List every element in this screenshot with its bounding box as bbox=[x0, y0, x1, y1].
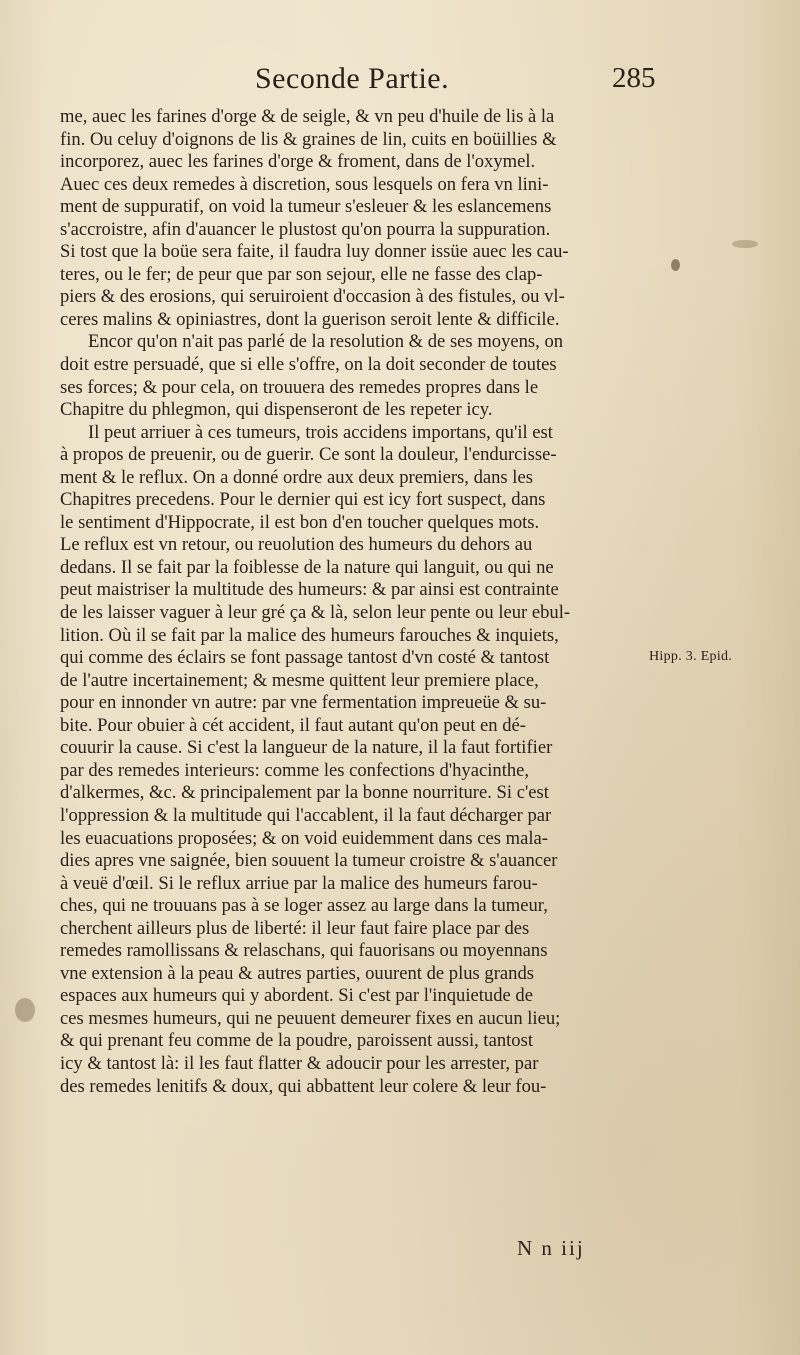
text-line: s'accroistre, afin d'auancer le plustost qu'on pourra la suppuration. bbox=[60, 218, 551, 240]
ink-blot bbox=[15, 998, 35, 1022]
text-line: qui comme des éclairs se font passage tantost d'vn costé & tantost bbox=[60, 647, 550, 669]
text-line: & qui prenant feu comme de la poudre, paroissent aussi, tantost bbox=[60, 1030, 533, 1052]
text-line: remedes ramollissans & relaschans, qui fauorisans ou moyennans bbox=[60, 940, 548, 962]
text-line: vne extension à la peau & autres parties, ouurent de plus grands bbox=[60, 962, 534, 984]
text-line: bite. Pour obuier à cét accident, il faut autant qu'on peut en dé- bbox=[60, 714, 526, 736]
text-line: me, auec les farines d'orge & de seigle, & vn peu d'huile de lis à la bbox=[60, 106, 555, 127]
text-line: ceres malins & opiniastres, dont la guerison seroit lente & difficile. bbox=[60, 308, 560, 330]
text-line: de les laisser vaguer à leur gré ça & là, selon leur pente ou leur ebul- bbox=[60, 602, 571, 624]
text-line: incorporez, auec les farines d'orge & froment, dans de l'oxymel. bbox=[60, 151, 536, 173]
text-line: dedans. Il se fait par la foiblesse de la nature qui languit, ou qui ne bbox=[60, 556, 554, 578]
text-line: doit estre persuadé, que si elle s'offre, on la doit seconder de toutes bbox=[60, 354, 557, 376]
text-line: Il peut arriuer à ces tumeurs, trois accidens importans, qu'il est bbox=[88, 421, 553, 443]
text-line: les euacuations proposées; & on void euidemment dans ces mala- bbox=[60, 827, 548, 849]
text-line: Si tost que la boüe sera faite, il faudra luy donner issüe auec les cau- bbox=[60, 241, 569, 263]
text-line: ses forces; & pour cela, on trouuera des remedes propres dans le bbox=[60, 376, 539, 398]
page-number: 285 bbox=[612, 62, 656, 94]
text-line: Le reflux est vn retour, ou reuolution des humeurs du dehors au bbox=[60, 534, 533, 556]
text-line: ches, qui ne trouuans pas à se loger assez au large dans la tumeur, bbox=[60, 895, 548, 917]
text-line: dies apres vne saignée, bien souuent la tumeur croistre & s'auancer bbox=[60, 850, 558, 872]
ink-blot bbox=[671, 259, 680, 271]
text-line: piers & des erosions, qui seruiroient d'occasion à des fistules, ou vl- bbox=[60, 286, 565, 308]
text-line: pour en innonder vn autre: par vne fermentation impreueüe & su- bbox=[60, 692, 547, 714]
text-line: fin. Ou celuy d'oignons de lis & graines de lin, cuits en boüillies & bbox=[60, 128, 557, 150]
text-line: lition. Où il se fait par la malice des humeurs farouches & inquiets, bbox=[60, 624, 559, 646]
text-line: de l'autre incertainement; & mesme quittent leur premiere place, bbox=[60, 669, 539, 691]
text-line: couurir la cause. Si c'est la langueur de la nature, il la faut fortifier bbox=[60, 737, 553, 759]
text-line: à veuë d'œil. Si le reflux arriue par la malice des humeurs farou- bbox=[60, 872, 538, 894]
text-line: par des remedes interieurs: comme les confections d'hyacinthe, bbox=[60, 759, 530, 781]
page-header bbox=[0, 62, 800, 102]
text-line: cherchent ailleurs plus de liberté: il leur faut faire place par des bbox=[60, 917, 530, 939]
text-line: Chapitre du phlegmon, qui dispenseront de les repeter icy. bbox=[60, 399, 493, 421]
text-line: à propos de preuenir, ou de guerir. Ce sont la douleur, l'endurcisse- bbox=[60, 444, 557, 466]
text-line: teres, ou le fer; de peur que par son sejour, elle ne fasse des clap- bbox=[60, 263, 543, 285]
text-line: l'oppression & la multitude qui l'accablent, il la faut décharger par bbox=[60, 804, 552, 826]
text-line: Chapitres precedens. Pour le dernier qui est icy fort suspect, dans bbox=[60, 489, 546, 511]
ink-blot bbox=[732, 240, 758, 248]
text-line: ment & le reflux. On a donné ordre aux deux premiers, dans les bbox=[60, 466, 533, 488]
text-line: Encor qu'on n'ait pas parlé de la resolution & de ses moyens, on bbox=[88, 331, 564, 353]
body-text bbox=[60, 106, 655, 1098]
text-line: icy & tantost là: il les faut flatter & adoucir pour les arrester, par bbox=[60, 1052, 539, 1074]
text-line: des remedes lenitifs & doux, qui abbattent leur colere & leur fou- bbox=[60, 1075, 547, 1097]
running-head: Seconde Partie. bbox=[255, 62, 450, 95]
text-line: Auec ces deux remedes à discretion, sous lesquels on fera vn lini- bbox=[60, 173, 549, 195]
text-line: peut maistriser la multitude des humeurs: & par ainsi est contrainte bbox=[60, 579, 559, 601]
margin-note: Hipp. 3. Epid. bbox=[649, 649, 733, 664]
signature-mark: N n iij bbox=[517, 1236, 585, 1260]
text-line: d'alkermes, &c. & principalement par la bonne nourriture. Si c'est bbox=[60, 782, 549, 804]
text-line: ces mesmes humeurs, qui ne peuuent demeurer fixes en aucun lieu; bbox=[60, 1007, 561, 1029]
text-line: le sentiment d'Hippocrate, il est bon d'en toucher quelques mots. bbox=[60, 511, 540, 533]
text-line: espaces aux humeurs qui y abordent. Si c'est par l'inquietude de bbox=[60, 985, 533, 1007]
text-line: ment de suppuratif, on void la tumeur s'esleuer & les eslancemens bbox=[60, 196, 552, 218]
